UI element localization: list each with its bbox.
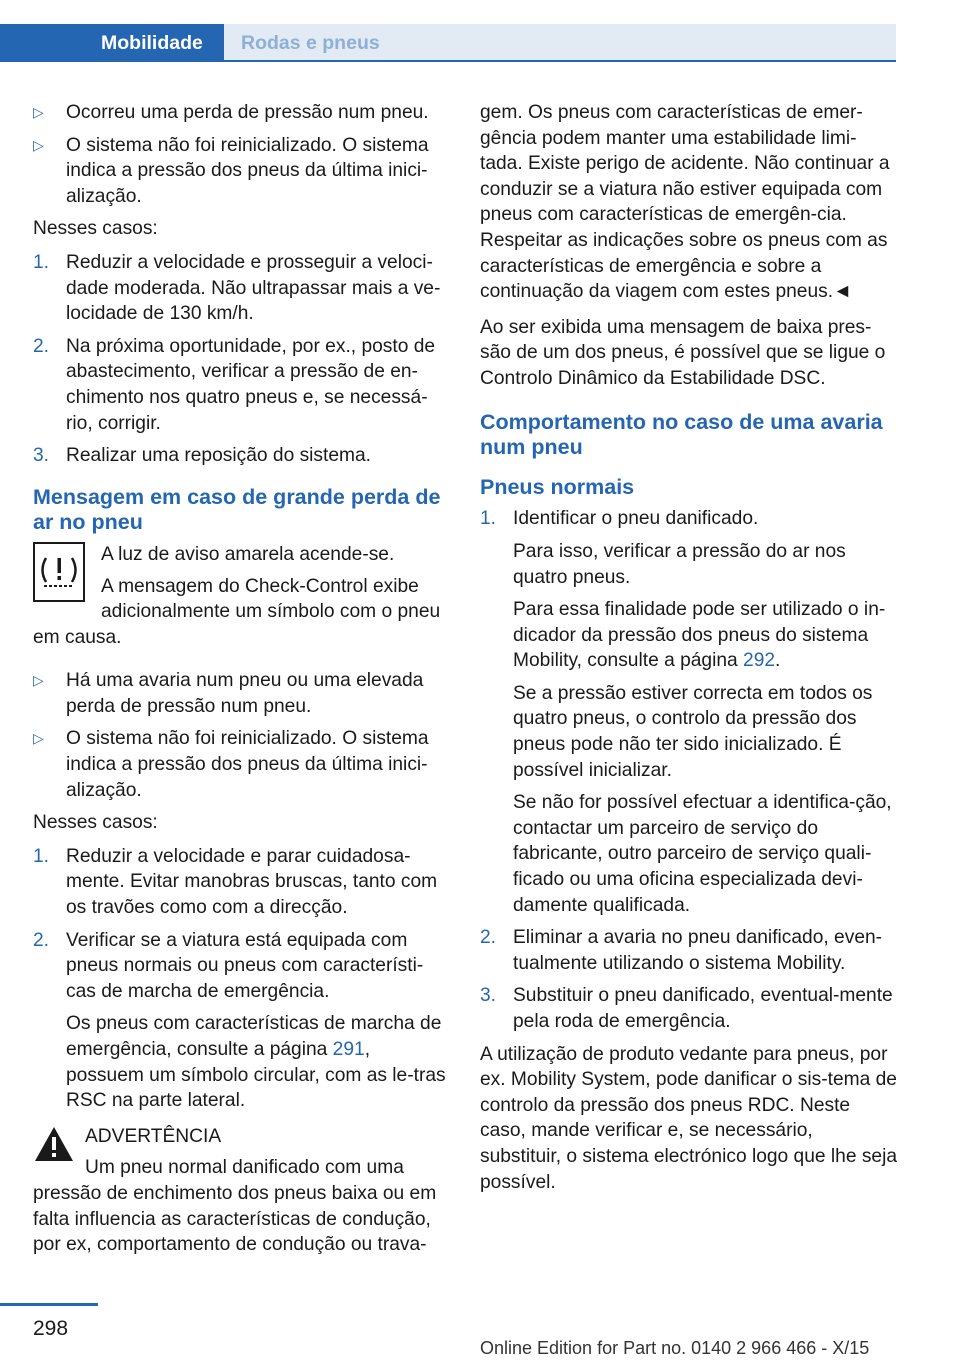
step-item: 1. Reduzir a velocidade e parar cuidadosa‐mente. Evitar manobras bruscas, tanto com os travões como com a direcção. xyxy=(33,845,438,919)
step-number: 3. xyxy=(480,985,497,1007)
subsection-heading: Pneus normais xyxy=(480,474,635,499)
paragraph: Ao ser exibida uma mensagem de baixa pres‐são de um dos pneus, é possível que se ligue o Controlo Dinâmico da Estabilidade DSC. xyxy=(480,316,886,389)
step-detail: Se não for possível efectuar a identifica‐ção, contactar um parceiro de serviço do fabricante, outro parceiro de serviço quali‐ficado ou uma oficina especializada devi‐damente qualificada. xyxy=(513,792,892,916)
triangle-bullet-icon: ▷ xyxy=(33,730,44,747)
triangle-bullet-icon: ▷ xyxy=(33,104,44,120)
footer-edition: Online Edition for Part no. 0140 2 966 466 - X/15 xyxy=(480,1338,870,1358)
page-link-292[interactable]: 292 xyxy=(743,650,776,672)
section-heading: Mensagem em caso de grande perda de ar no pneu xyxy=(33,484,441,535)
list-item: ▷ O sistema não foi reinicializado. O sistema indica a pressão dos pneus da última inici‐alização. xyxy=(33,728,429,801)
step-detail: Para essa finalidade pode ser utilizado o in‐dicador da pressão dos pneus do sistema Mobility, consulte a página 292. xyxy=(513,599,886,672)
section-tab-rodas-e-pneus: Rodas e pneus xyxy=(224,24,896,62)
warning-text: Um pneu normal danificado com uma pressão de enchimento dos pneus baixa ou em falta influencia as características de condução, por ex, comportamento de condução ou trava‐ xyxy=(33,1157,437,1256)
triangle-bullet-icon: ▷ xyxy=(33,672,44,689)
step-number: 1. xyxy=(33,251,50,273)
list-item: ▷ Há uma avaria num pneu ou uma elevada perda de pressão num pneu. xyxy=(33,670,424,717)
step-detail: Os pneus com características de marcha de emergência, consulte a página 291, possuem um símbolo circular, com as le‐tras RSC na parte lateral. xyxy=(66,1013,446,1112)
step-detail: Para isso, verificar a pressão do ar nos quatro pneus. xyxy=(513,540,846,588)
list-item: ▷ Ocorreu uma perda de pressão num pneu. xyxy=(33,100,451,126)
list-item: ▷ O sistema não foi reinicializado. O sistema indica a pressão dos pneus da última inici‐alização. xyxy=(33,134,429,207)
warning-triangle-icon xyxy=(33,1124,75,1164)
paragraph: Nesses casos: xyxy=(33,812,158,834)
tire-pressure-warning-icon xyxy=(33,542,85,602)
step-item: 2. Eliminar a avaria no pneu danificado, even‐tualmente utilizando o sistema Mobility. xyxy=(480,927,883,974)
section-tab-mobilidade: Mobilidade xyxy=(0,24,224,62)
step-detail: Se a pressão estiver correcta em todos os quatro pneus, o controlo da pressão dos pneus pode não ter sido inicializado. É possível inicializar. xyxy=(513,682,873,781)
step-item: 1. Identificar o pneu danificado. xyxy=(480,506,898,532)
paragraph: gem. Os pneus com características de emer‐gência podem manter uma estabilidade limi‐tada. Existe perigo de acidente. Não continuar a conduzir se a viatura não estiver equipada com pneus com características de emergên‐cia. Respeitar as indicações sobre os pneus com as características de emergência e sobre a continuação da viagem com estes pneus.◄ xyxy=(480,102,890,303)
paragraph: A mensagem do Check-Control exibe adicionalmente um símbolo com o pneu em causa. xyxy=(33,575,441,648)
section-heading: Comportamento no caso de uma avaria num pneu xyxy=(480,409,883,460)
tire-warning-block xyxy=(33,542,451,668)
step-number: 2. xyxy=(480,927,497,949)
paragraph: A utilização de produto vedante para pneus, por ex. Mobility System, pode danificar o sis‐tema de controlo da pressão dos pneus RDC. Neste caso, mande verificar e, se necessário, substituir, o sistema electrónico logo que lhe seja possível. xyxy=(480,1043,898,1193)
step-number: 3. xyxy=(33,445,50,467)
step-number: 2. xyxy=(33,929,50,951)
right-column xyxy=(480,100,898,1203)
step-item: 1. Reduzir a velocidade e prosseguir a veloci‐dade moderada. Não ultrapassar mais a ve‐locidade de 130 km/h. xyxy=(33,251,441,325)
header-rule xyxy=(0,60,896,62)
paragraph: A luz de aviso amarela acende-se. xyxy=(101,543,395,565)
step-item: 3. Realizar uma reposição do sistema. xyxy=(33,443,451,469)
warning-title: ADVERTÊNCIA xyxy=(85,1125,222,1147)
page-number: 298 xyxy=(33,1317,69,1340)
step-item: 2. Na próxima oportunidade, por ex., posto de abastecimento, verificar a pressão de en‐chimento nos quatro pneus e, se necessá‐rio, corrigir. xyxy=(33,335,436,434)
step-item: 3. Substituir o pneu danificado, eventual‐mente pela roda de emergência. xyxy=(480,985,893,1032)
page-header xyxy=(0,0,896,62)
step-item: 2. Verificar se a viatura está equipada com pneus normais ou pneus com característi‐cas de marcha de emergência. xyxy=(33,929,424,1002)
warning-block xyxy=(33,1124,451,1258)
paragraph: Nesses casos: xyxy=(33,218,158,240)
page-link-291[interactable]: 291 xyxy=(332,1039,365,1060)
footer-rule xyxy=(0,1303,98,1306)
step-number: 1. xyxy=(480,508,497,530)
step-number: 2. xyxy=(33,335,50,357)
left-column xyxy=(33,100,451,1266)
triangle-bullet-icon: ▷ xyxy=(33,136,44,153)
step-number: 1. xyxy=(33,845,50,867)
